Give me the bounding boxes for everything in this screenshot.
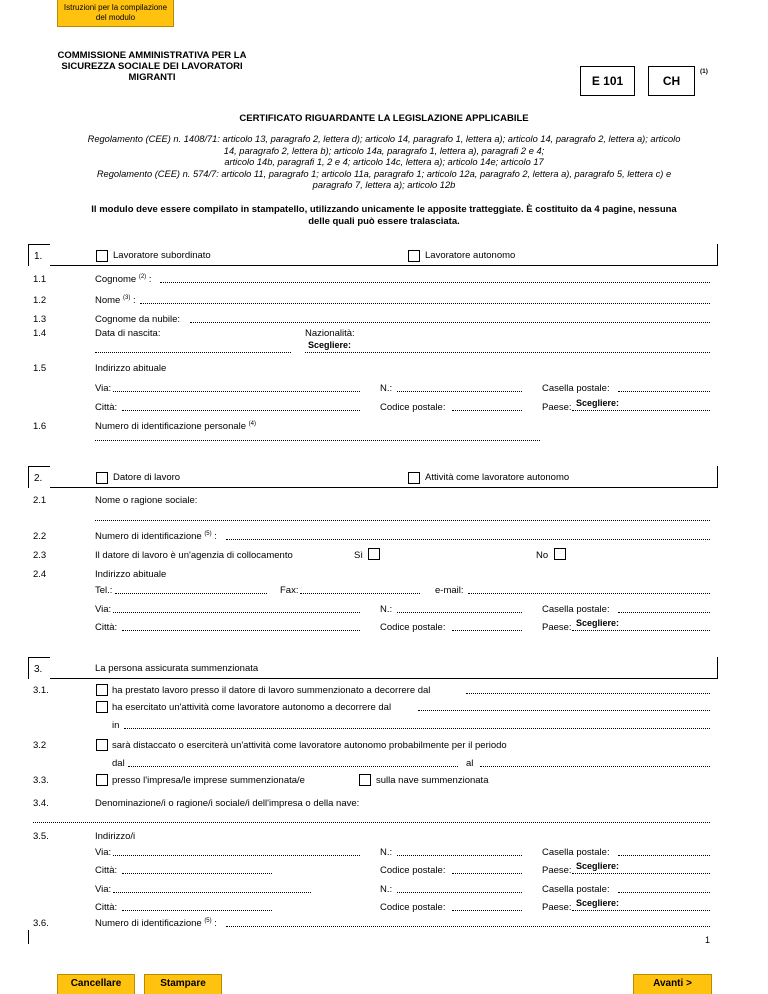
section-3-heading: La persona assicurata summenzionata (95, 663, 259, 674)
item-number: 1.2 (33, 295, 47, 306)
tel-field[interactable] (115, 593, 267, 594)
country-label: Paese: (542, 622, 572, 633)
at-ship-checkbox[interactable] (359, 774, 371, 786)
page-title: CERTIFICATO RIGUARDANTE LA LEGISLAZIONE APPLICABILE (239, 113, 529, 124)
email-label: e-mail: (435, 585, 464, 596)
country-label: Paese: (542, 402, 572, 413)
country-select[interactable]: Scegliere: (576, 398, 620, 408)
yes-label: Sì (354, 550, 363, 561)
pobox-label: Casella postale: (542, 383, 610, 394)
zip-label: Codice postale: (380, 402, 446, 413)
at-company-checkbox[interactable] (96, 774, 108, 786)
employer-country-field[interactable] (572, 630, 710, 631)
country-label: Paese: (542, 902, 572, 913)
period-from-field[interactable] (128, 766, 458, 767)
posted-checkbox[interactable] (96, 739, 108, 751)
exercised-label: ha esercitato un'attività come lavoratore autonomo a decorrere dal (112, 702, 392, 713)
item-number: 1.5 (33, 363, 47, 374)
to-label: al (466, 758, 474, 769)
item-number: 2.3 (33, 550, 47, 561)
item-number: 1.6 (33, 421, 47, 432)
city-field[interactable] (122, 410, 360, 411)
item-number: 1.3 (33, 314, 47, 325)
zip-label: Codice postale: (380, 622, 446, 633)
instructions-button[interactable]: Istruzioni per la compilazione del modulo (57, 0, 174, 27)
city-label: Città: (95, 402, 118, 413)
employer-checkbox[interactable] (96, 472, 108, 484)
street-field[interactable] (113, 391, 360, 392)
house-number-label: N.: (380, 884, 393, 895)
employer-address-label: Indirizzo abituale (95, 569, 167, 580)
employer-street-field[interactable] (113, 612, 360, 613)
form-code-box: E 101 (580, 66, 635, 96)
personal-id-field[interactable] (95, 440, 540, 441)
employer-house-number-field[interactable] (397, 612, 522, 613)
commission-header: COMMISSIONE AMMINISTRATIVA PER LA SICUREZZA SOCIALE DEI LAVORATORI MIGRANTI (57, 50, 247, 83)
item-number: 3.3. (33, 775, 49, 786)
house-number-label: N.: (380, 383, 393, 394)
pobox-label: Casella postale: (542, 884, 610, 895)
pobox-label: Casella postale: (542, 847, 610, 858)
item-number: 1.4 (33, 328, 47, 339)
site-city-field-2[interactable] (122, 910, 272, 911)
item-number: 2.2 (33, 531, 47, 542)
item-number: 3.2 (33, 740, 47, 751)
regulation-line: 14, paragrafo 2, lettera b); articolo 14a, paragrafo 1, lettera a), paragrafi 2 e 4; (223, 145, 545, 156)
site-id-label: Numero di identificazione $^{(5)}$ : (95, 918, 217, 930)
site-id-field[interactable] (226, 926, 710, 927)
agency-no-checkbox[interactable] (554, 548, 566, 560)
item-number: 1.1 (33, 274, 47, 285)
city-label: Città: (95, 902, 118, 913)
section-divider (28, 930, 29, 944)
employee-label: Lavoratore subordinato (113, 250, 211, 261)
in-label: in (112, 720, 120, 731)
worked-checkbox[interactable] (96, 684, 108, 696)
site-country-select-2[interactable]: Scegliere: (576, 898, 620, 908)
fax-field[interactable] (300, 593, 420, 594)
site-house-number-field-1[interactable] (397, 855, 522, 856)
section-1-number: 1. (28, 244, 50, 266)
item-number: 3.6. (33, 918, 49, 929)
posted-label: sarà distaccato o eserciterà un'attività come lavoratore autonomo probabilmente per il periodo (112, 740, 507, 751)
personal-id-label: Numero di identificazione personale $^{(4)}$ (95, 421, 257, 433)
company-names-field[interactable] (33, 822, 710, 823)
notice-line: Il modulo deve essere compilato in stampatello, utilizzando unicamente le apposite tratteggiate. È costituito da 4 pagine, nessuna (91, 204, 677, 215)
email-field[interactable] (468, 593, 710, 594)
tel-label: Tel.: (95, 585, 113, 596)
birth-date-field[interactable] (95, 352, 291, 353)
no-label: No (536, 550, 549, 561)
city-label: Città: (95, 865, 118, 876)
item-number: 2.1 (33, 495, 47, 506)
country-label: Paese: (542, 865, 572, 876)
street-label: Via: (95, 383, 112, 394)
employer-zip-field[interactable] (452, 630, 522, 631)
site-zip-field-2[interactable] (452, 910, 522, 911)
regulation-line: articolo 14b, paragrafi 1, 2 e 4; articolo 14c, lettera a); articolo 14e; articolo 17 (224, 157, 544, 167)
agency-label: Il datore di lavoro è un'agenzia di collocamento (95, 550, 293, 561)
agency-yes-checkbox[interactable] (368, 548, 380, 560)
street-label: Via: (95, 884, 112, 895)
section-2-number: 2. (28, 466, 50, 488)
worked-label: ha prestato lavoro presso il datore di lavoro summenzionato a decorrere dal (112, 685, 431, 696)
self-employed-label: Lavoratore autonomo (425, 250, 516, 261)
self-employed-checkbox[interactable] (408, 250, 420, 262)
address-label: Indirizzo abituale (95, 363, 167, 374)
exercised-from-field[interactable] (418, 710, 710, 711)
cancel-button[interactable]: Cancellare (57, 974, 135, 994)
street-label: Via: (95, 604, 112, 615)
worked-from-field[interactable] (466, 693, 710, 694)
from-label: dal (112, 758, 125, 769)
pobox-field[interactable] (618, 391, 710, 392)
regulation-line: Regolamento (CEE) n. 574/7: articolo 11, paragrafo 1; articolo 11a, paragrafo 1; articolo 12a, paragrafo 2, lettera a), paragrafo 5, lettera c) e (96, 168, 672, 179)
regulation-text (20, 134, 748, 192)
site-country-select-1[interactable]: Scegliere: (576, 861, 620, 871)
print-button[interactable]: Stampare (144, 974, 222, 994)
regulation-line: Regolamento (CEE) n. 1408/71: articolo 13, paragrafo 2, lettera d); articolo 14, paragrafo 1, lettera a); articolo 14, paragrafo 2, lettera a); articolo (87, 134, 681, 144)
addresses-label: Indirizzo/i (95, 831, 136, 842)
surname-field[interactable] (160, 282, 710, 283)
item-number: 3.5. (33, 831, 49, 842)
house-number-label: N.: (380, 604, 393, 615)
country-field[interactable] (572, 410, 710, 411)
maiden-name-label: Cognome da nubile: (95, 314, 181, 325)
employer-label: Datore di lavoro (113, 472, 181, 483)
company-name-label: Nome o ragione sociale: (95, 495, 198, 506)
item-number: 2.4 (33, 569, 47, 580)
zip-field[interactable] (452, 410, 522, 411)
nationality-select[interactable]: Scegliere: (308, 340, 352, 350)
surname-label: Cognome $^{(2)}$ : (95, 274, 152, 286)
employer-id-label: Numero di identificazione $^{(5)}$ : (95, 531, 217, 543)
employer-country-select[interactable]: Scegliere: (576, 618, 620, 628)
name-field[interactable] (140, 303, 710, 304)
street-label: Via: (95, 847, 112, 858)
employer-pobox-field[interactable] (618, 612, 710, 613)
notice-text (20, 204, 748, 227)
company-names-label: Denominazione/i o ragione/i sociale/i dell'impresa o della nave: (95, 798, 360, 809)
site-pobox-field-2[interactable] (618, 892, 710, 893)
city-label: Città: (95, 622, 118, 633)
site-country-field-2[interactable] (572, 910, 710, 911)
employee-checkbox[interactable] (96, 250, 108, 262)
at-ship-label: sulla nave summenzionata (376, 775, 489, 786)
house-number-field[interactable] (397, 391, 522, 392)
item-number: 3.1. (33, 685, 49, 696)
employer-id-field[interactable] (226, 539, 710, 540)
next-button[interactable]: Avanti > (633, 974, 712, 994)
note-1: (1) (700, 68, 708, 75)
regulation-line: paragrafo 7, lettera a); articolo 12b (312, 180, 456, 190)
birth-date-label: Data di nascita: (95, 328, 161, 339)
notice-line: delle quali può essere tralasciata. (308, 215, 460, 227)
zip-label: Codice postale: (380, 865, 446, 876)
fax-label: Fax: (280, 585, 299, 596)
company-name-field[interactable] (95, 520, 710, 521)
maiden-name-field[interactable] (190, 322, 710, 323)
site-street-field-1[interactable] (113, 855, 360, 856)
nationality-field[interactable] (305, 352, 710, 353)
house-number-label: N.: (380, 847, 393, 858)
site-house-number-field-2[interactable] (397, 892, 522, 893)
self-activity-label: Attività come lavoratore autonomo (425, 472, 570, 483)
country-code-box: CH (648, 66, 695, 96)
self-activity-checkbox[interactable] (408, 472, 420, 484)
pobox-label: Casella postale: (542, 604, 610, 615)
site-street-field-2[interactable] (113, 892, 311, 893)
site-city-field-1[interactable] (122, 873, 272, 874)
name-label: Nome $^{(3)}$ : (95, 295, 136, 307)
in-field[interactable] (124, 728, 710, 729)
at-company-label: presso l'impresa/le imprese summenzionata/e (112, 775, 305, 786)
section-3-number: 3. (28, 657, 50, 679)
item-number: 3.4. (33, 798, 49, 809)
nationality-label: Nazionalità: (305, 328, 355, 339)
period-to-field[interactable] (480, 766, 710, 767)
site-country-field-1[interactable] (572, 873, 710, 874)
site-zip-field-1[interactable] (452, 873, 522, 874)
exercised-checkbox[interactable] (96, 701, 108, 713)
zip-label: Codice postale: (380, 902, 446, 913)
employer-city-field[interactable] (122, 630, 360, 631)
site-pobox-field-1[interactable] (618, 855, 710, 856)
page-number: 1 (705, 935, 711, 945)
